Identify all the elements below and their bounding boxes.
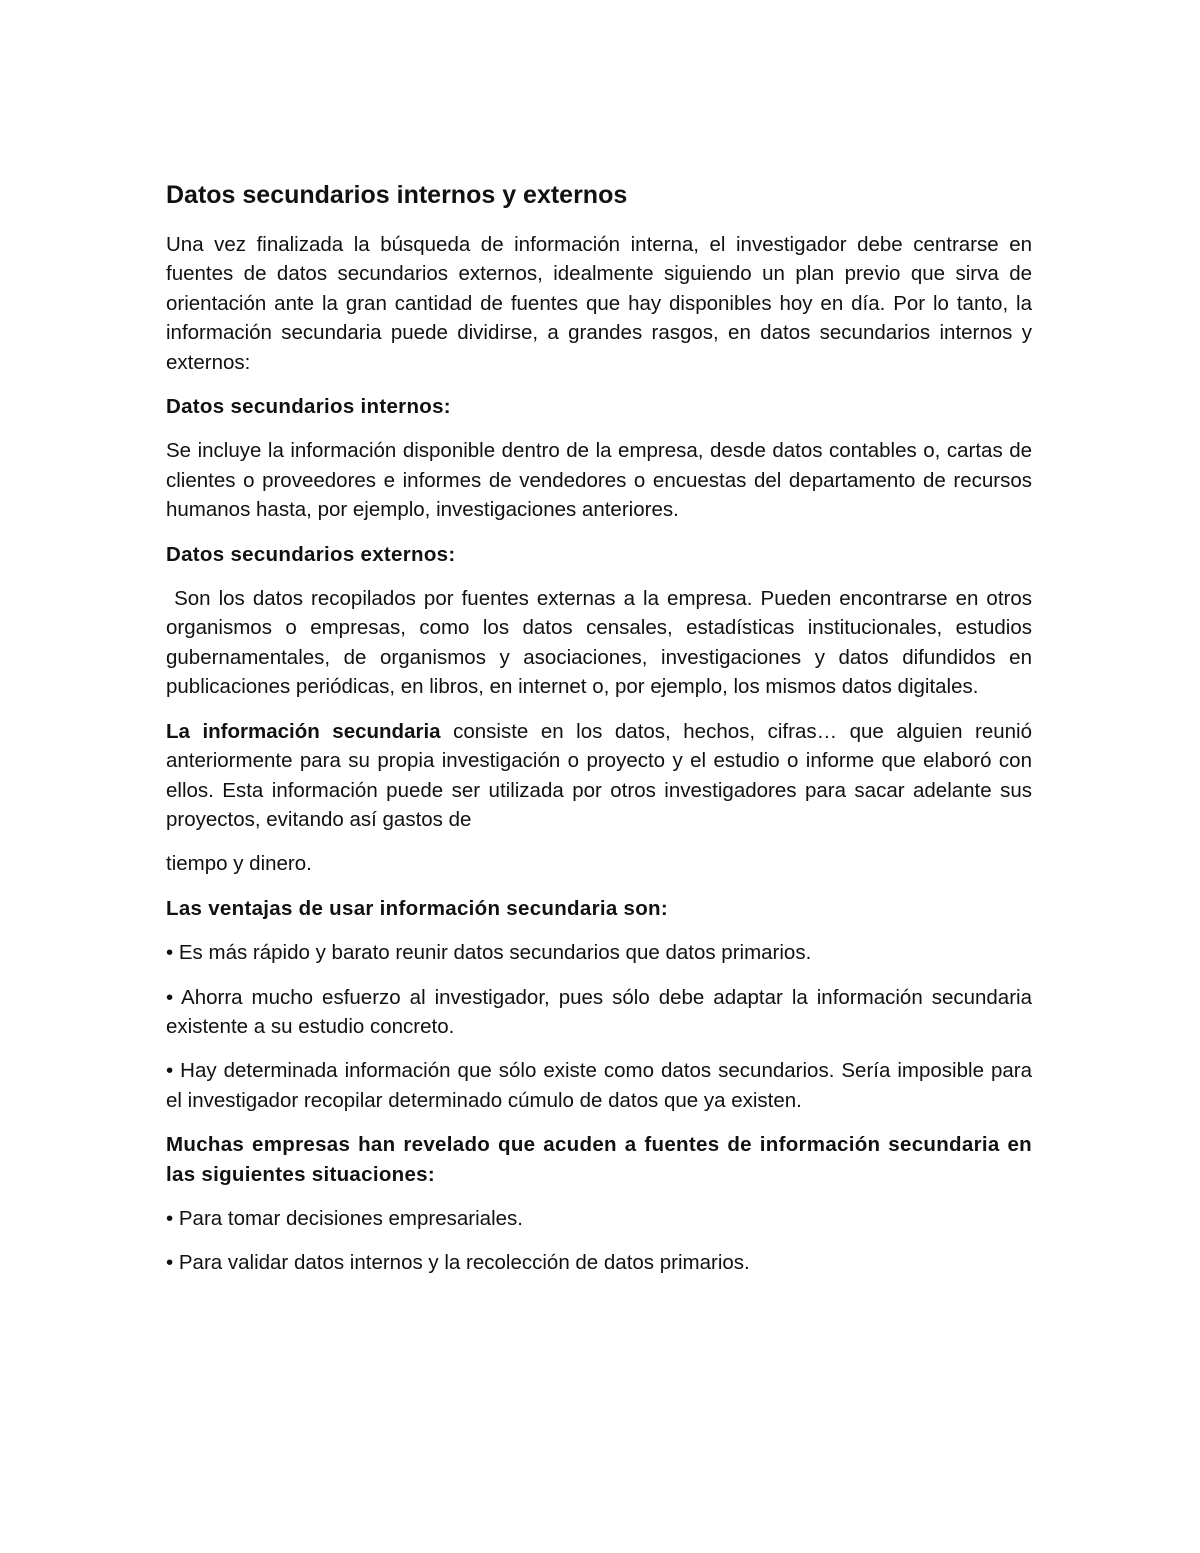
external-data-heading: Datos secundarios externos: (166, 542, 456, 566)
advantage-item: • Ahorra mucho esfuerzo al investigador, pues sólo debe adaptar la información secundaria existente a su estudio concreto. (166, 985, 1032, 1038)
external-data-paragraph: Son los datos recopilados por fuentes externas a la empresa. Pueden encontrarse en otros organismos o empresas, como los datos censales, estadísticas institucionales, estudios gubernamentales, de organismos y asociaciones, investigaciones y datos difundidos en publicaciones periódicas, en libros, en internet o, por ejemplo, los mismos datos digitales. (166, 587, 1038, 699)
document-title: Datos secundarios internos y externos (166, 181, 628, 209)
situation-item: • Para validar datos internos y la recolección de datos primarios. (166, 1251, 750, 1275)
advantage-item: • Hay determinada información que sólo existe como datos secundarios. Sería imposible para el investigador recopilar determinado cúmulo de datos que ya existen. (166, 1059, 1032, 1112)
situation-item: • Para tomar decisiones empresariales. (166, 1206, 523, 1230)
advantage-item: • Es más rápido y barato reunir datos secundarios que datos primarios. (166, 941, 812, 965)
definition-paragraph (166, 717, 1032, 835)
advantages-heading: Las ventajas de usar información secundaria son: (166, 896, 669, 920)
document-page (166, 180, 1038, 1293)
definition-text: consiste en los datos, hechos, cifras… que alguien reunió anteriormente para su propia investigación o proyecto y el estudio o informe que elaboró con ellos. Esta información puede ser utilizada por otros investigadores para sacar adelante sus proyectos, evitando así gastos de (166, 719, 1033, 831)
situations-heading: Muchas empresas han revelado que acuden a fuentes de información secundaria en las siguientes situaciones: (166, 1133, 1032, 1186)
internal-data-paragraph: Se incluye la información disponible dentro de la empresa, desde datos contables o, cartas de clientes o proveedores e informes de vendedores o encuestas del departamento de recursos humanos hasta, por ejemplo, investigaciones anteriores. (166, 439, 1032, 522)
definition-continuation: tiempo y dinero. (166, 852, 312, 876)
intro-paragraph: Una vez finalizada la búsqueda de información interna, el investigador debe centrarse en fuentes de datos secundarios externos, idealmente siguiendo un plan previo que sirva de orientación ante la gran cantidad de fuentes que hay disponibles hoy en día. Por lo tanto, la información secundaria puede dividirse, a grandes rasgos, en datos secundarios internos y externos: (166, 233, 1032, 374)
internal-data-heading: Datos secundarios internos: (166, 395, 451, 419)
definition-bold-term: La información secundaria (166, 719, 441, 743)
